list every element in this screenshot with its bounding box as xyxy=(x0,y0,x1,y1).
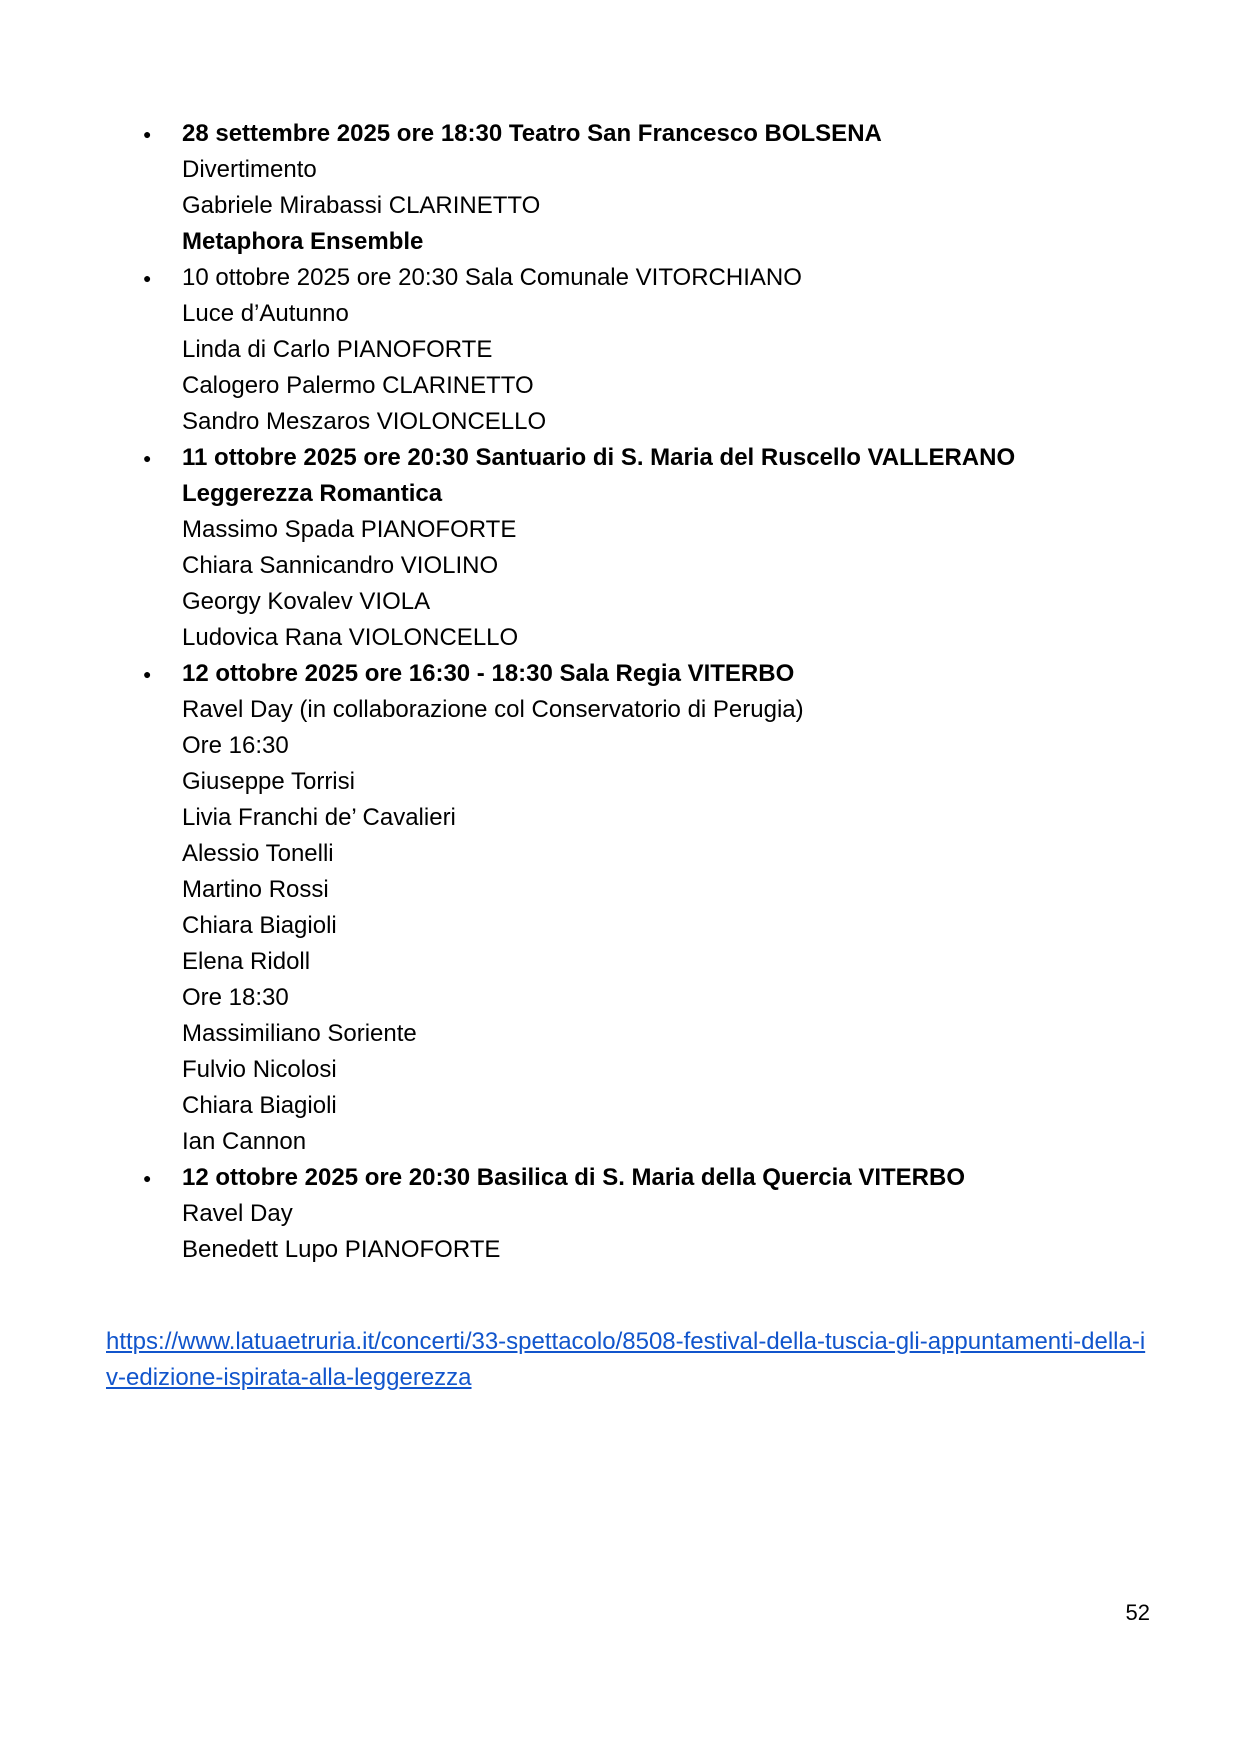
event-detail-line: Ravel Day (in collaborazione col Conservatorio di Perugia) xyxy=(182,696,804,723)
event-detail-line: Chiara Sannicandro VIOLINO xyxy=(182,552,499,579)
event-detail-line: Ludovica Rana VIOLONCELLO xyxy=(182,624,519,651)
event-detail-line: Leggerezza Romantica xyxy=(182,480,443,507)
bullet-icon: ● xyxy=(143,666,152,682)
event-detail-line: Massimo Spada PIANOFORTE xyxy=(182,516,517,543)
event-item xyxy=(144,656,1154,1160)
event-detail-line: Ravel Day xyxy=(182,1200,293,1227)
event-detail-line: Chiara Biagioli xyxy=(182,912,337,939)
event-heading: 11 ottobre 2025 ore 20:30 Santuario di S. Maria del Ruscello VALLERANO xyxy=(182,444,1016,471)
event-heading: 10 ottobre 2025 ore 20:30 Sala Comunale VITORCHIANO xyxy=(182,264,802,291)
event-detail-line: Martino Rossi xyxy=(182,876,329,903)
bullet-icon: ● xyxy=(143,1170,152,1186)
event-detail-line: Georgy Kovalev VIOLA xyxy=(182,588,431,615)
event-item xyxy=(144,260,1154,440)
event-detail-line: Ian Cannon xyxy=(182,1128,307,1155)
event-detail-line: Ore 18:30 xyxy=(182,984,289,1011)
event-detail-line: Ore 16:30 xyxy=(182,732,289,759)
bullet-icon: ● xyxy=(143,126,152,142)
event-detail-line: Fulvio Nicolosi xyxy=(182,1056,337,1083)
event-detail-line: Divertimento xyxy=(182,156,317,183)
page-number: 52 xyxy=(1125,1600,1150,1625)
event-detail-line: Elena Ridoll xyxy=(182,948,311,975)
source-link[interactable]: https://www.latuaetruria.it/concerti/33-spettacolo/8508-festival-della-tuscia-gli-appuntamenti-della-iv-edizione-ispirata-alla-leggerezza xyxy=(106,1328,1146,1391)
event-detail-line: Benedett Lupo PIANOFORTE xyxy=(182,1236,501,1263)
event-detail-line: Luce d’Autunno xyxy=(182,300,349,327)
event-detail-line: Giuseppe Torrisi xyxy=(182,768,355,795)
bullet-icon: ● xyxy=(143,450,152,466)
event-heading: 12 ottobre 2025 ore 20:30 Basilica di S. Maria della Quercia VITERBO xyxy=(182,1164,965,1191)
event-detail-line: Chiara Biagioli xyxy=(182,1092,337,1119)
event-detail-line: Metaphora Ensemble xyxy=(182,228,424,255)
event-detail-line: Alessio Tonelli xyxy=(182,840,334,867)
event-detail-line: Calogero Palermo CLARINETTO xyxy=(182,372,534,399)
event-heading: 28 settembre 2025 ore 18:30 Teatro San Francesco BOLSENA xyxy=(182,120,882,147)
bullet-icon: ● xyxy=(143,270,152,286)
event-detail-line: Sandro Meszaros VIOLONCELLO xyxy=(182,408,547,435)
event-detail-line: Livia Franchi de’ Cavalieri xyxy=(182,804,456,831)
event-list xyxy=(144,116,1154,1268)
event-detail-line: Linda di Carlo PIANOFORTE xyxy=(182,336,493,363)
event-item xyxy=(144,116,1154,260)
event-detail-line: Gabriele Mirabassi CLARINETTO xyxy=(182,192,541,219)
event-heading: 12 ottobre 2025 ore 16:30 - 18:30 Sala Regia VITERBO xyxy=(182,660,795,687)
event-item xyxy=(144,1160,1154,1268)
event-item xyxy=(144,440,1154,656)
event-detail-line: Massimiliano Soriente xyxy=(182,1020,417,1047)
